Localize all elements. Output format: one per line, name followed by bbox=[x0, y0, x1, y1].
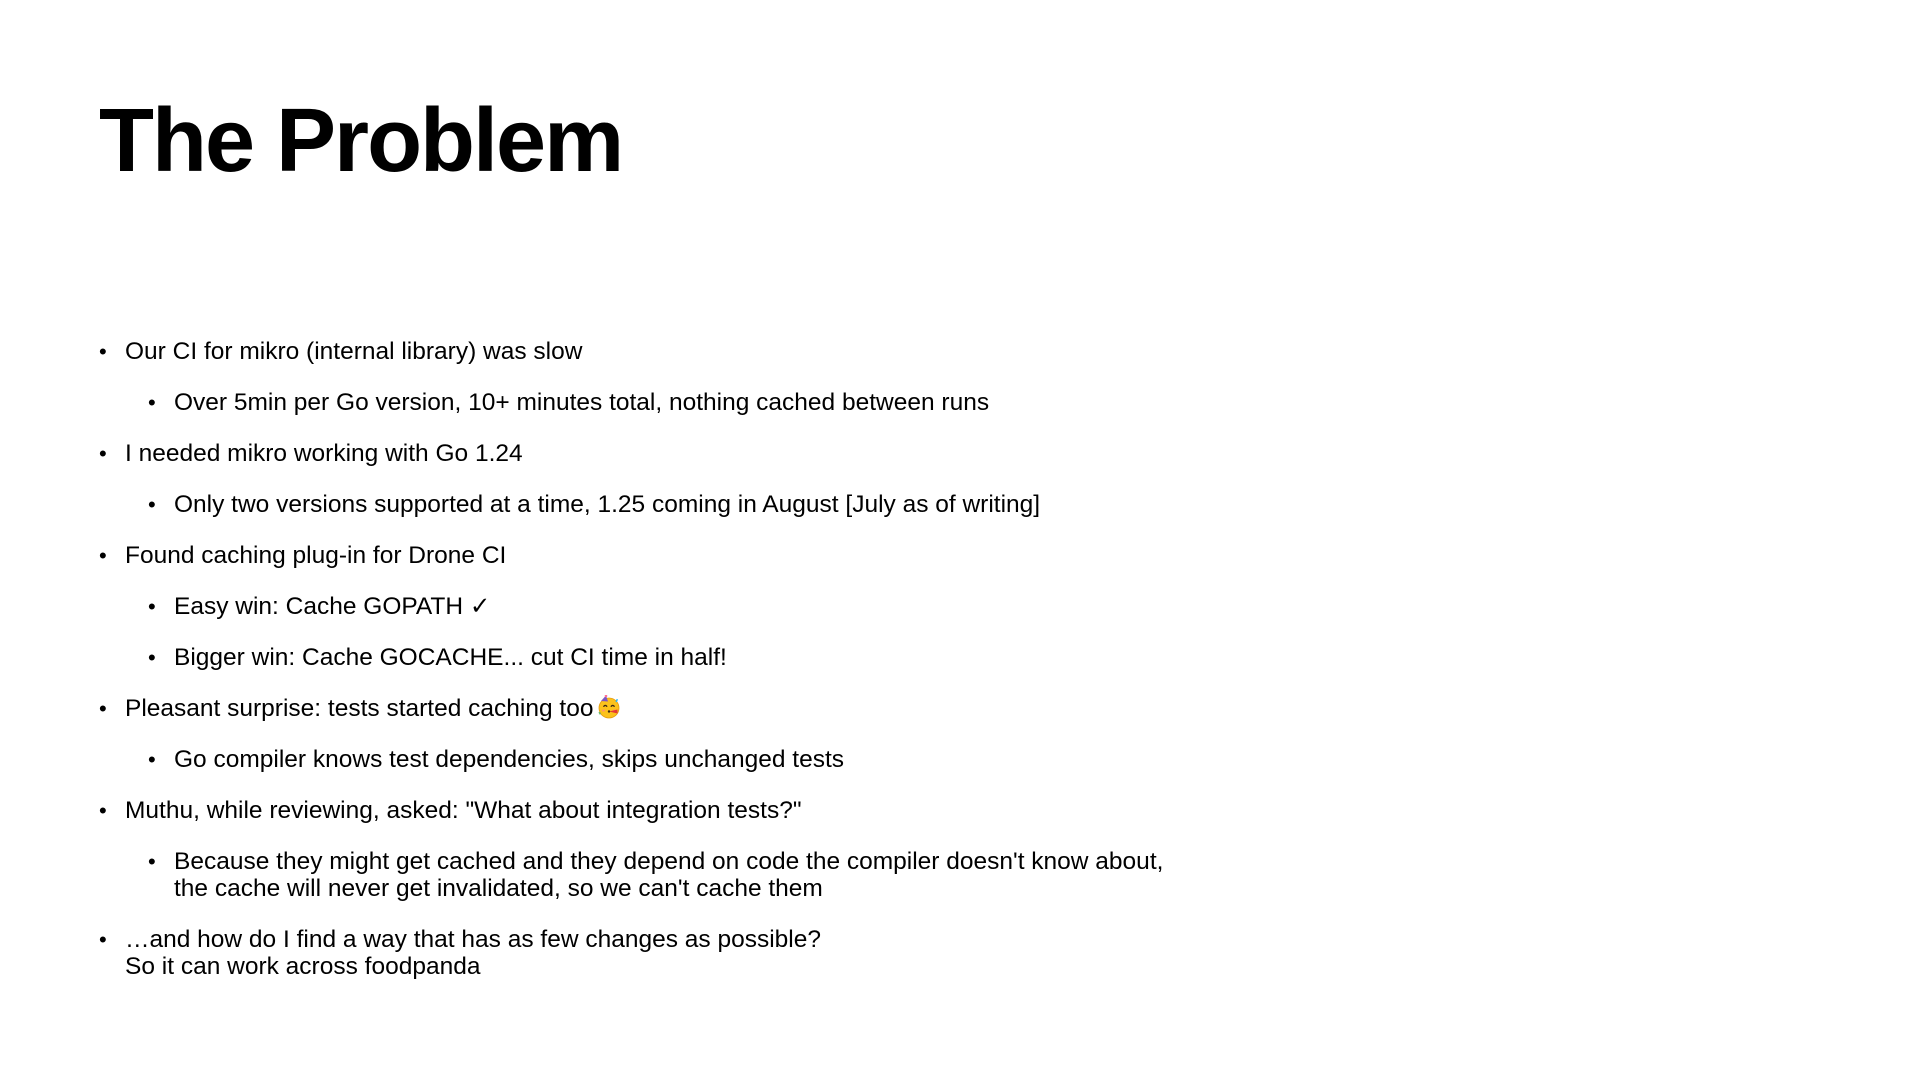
bullet-text: Only two versions supported at a time, 1.25 coming in August [July as of writing] bbox=[174, 491, 1041, 518]
bullet-dot: • bbox=[99, 798, 107, 823]
bullet-dot: • bbox=[148, 492, 156, 517]
bullet-dot: • bbox=[99, 927, 107, 952]
bullet-text-line: Because they might get cached and they depend on code the compiler doesn't know about, bbox=[174, 848, 1164, 875]
bullet-text: Over 5min per Go version, 10+ minutes total, nothing cached between runs bbox=[174, 389, 990, 416]
bullet-text-line: So it can work across foodpanda bbox=[125, 953, 481, 980]
slide-title: The Problem bbox=[99, 91, 623, 191]
sub-bullet-item bbox=[148, 389, 1399, 416]
bullet-text: Bigger win: Cache GOCACHE... cut CI time in half! bbox=[174, 644, 727, 671]
bullet-item bbox=[99, 695, 1399, 722]
bullet-text: Muthu, while reviewing, asked: "What about integration tests?" bbox=[125, 797, 802, 824]
bullet-dot: • bbox=[99, 696, 107, 721]
sub-bullet-item bbox=[148, 593, 1399, 620]
sub-bullet-item bbox=[148, 746, 1399, 773]
bullet-dot: • bbox=[99, 441, 107, 466]
bullet-text: Our CI for mikro (internal library) was slow bbox=[125, 338, 583, 365]
sub-bullet-item bbox=[148, 491, 1399, 518]
bullet-item bbox=[99, 797, 1399, 824]
bullet-item bbox=[99, 926, 1399, 980]
bullet-dot: • bbox=[148, 594, 156, 619]
bullet-text-line: the cache will never get invalidated, so we can't cache them bbox=[174, 875, 823, 902]
bullet-text: Found caching plug-in for Drone CI bbox=[125, 542, 507, 569]
sub-bullet-item bbox=[148, 848, 1399, 902]
bullet-dot: • bbox=[99, 339, 107, 364]
bullet-item bbox=[99, 338, 1399, 365]
bullet-item bbox=[99, 542, 1399, 569]
bullet-item bbox=[99, 440, 1399, 467]
sub-bullet-item bbox=[148, 644, 1399, 671]
bullet-text: Go compiler knows test dependencies, skips unchanged tests bbox=[174, 746, 845, 773]
bullet-dot: • bbox=[148, 645, 156, 670]
bullet-text: Pleasant surprise: tests started caching too bbox=[125, 695, 594, 722]
bullet-list bbox=[99, 338, 1399, 1004]
bullet-dot: • bbox=[148, 747, 156, 772]
party-face-icon bbox=[597, 695, 621, 719]
bullet-dot: • bbox=[148, 390, 156, 415]
bullet-dot: • bbox=[148, 849, 156, 874]
bullet-text-line: …and how do I find a way that has as few changes as possible? bbox=[125, 926, 821, 953]
bullet-text: Easy win: Cache GOPATH ✓ bbox=[174, 593, 491, 620]
bullet-dot: • bbox=[99, 543, 107, 568]
bullet-text: I needed mikro working with Go 1.24 bbox=[125, 440, 523, 467]
